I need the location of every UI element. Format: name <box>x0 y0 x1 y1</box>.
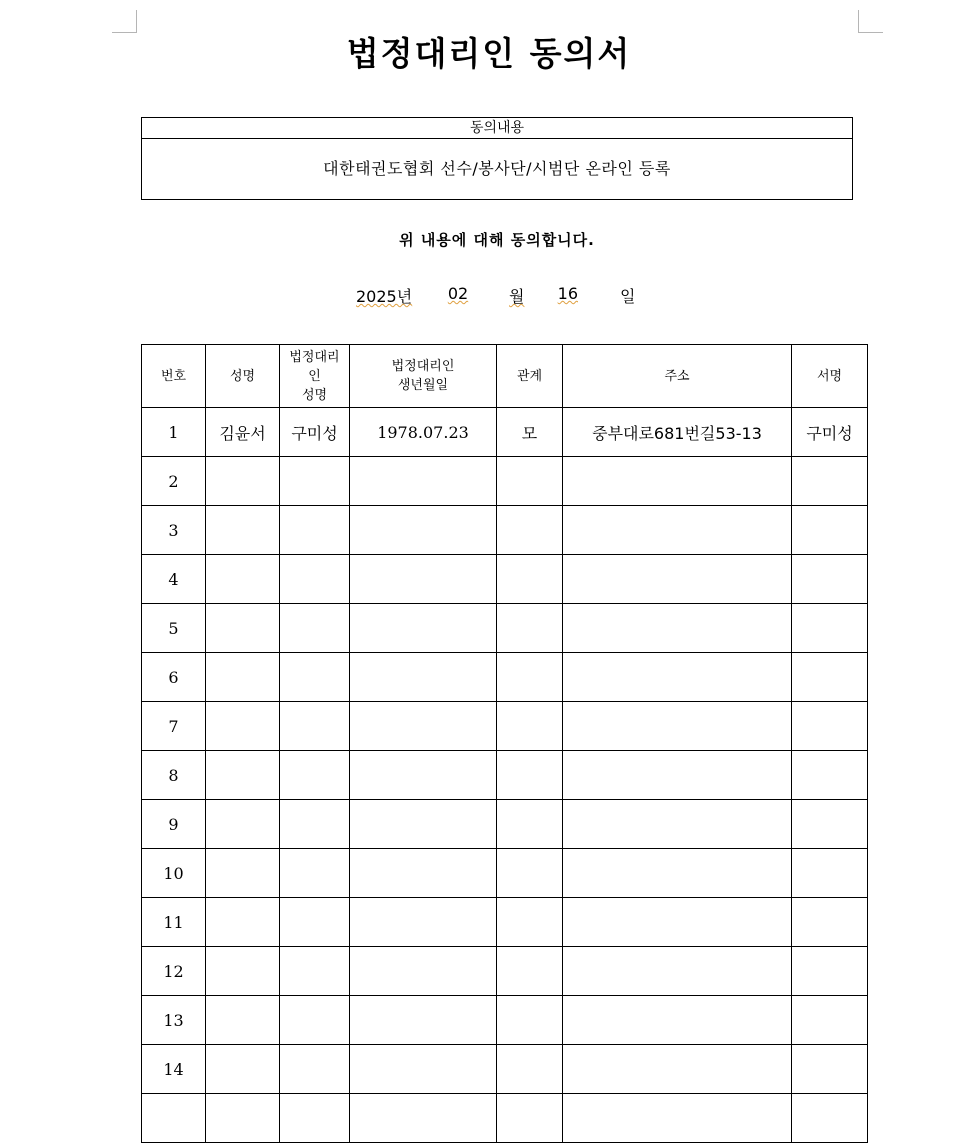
header-address: 주소 <box>563 345 792 408</box>
address-cell[interactable] <box>563 996 792 1045</box>
relation-cell[interactable] <box>497 604 563 653</box>
address-cell[interactable] <box>563 457 792 506</box>
date-day-label: 일 <box>620 287 636 306</box>
header-guardian-name-line3: 성명 <box>301 387 328 403</box>
row-number-cell: 9 <box>142 800 206 849</box>
consent-content-body[interactable]: 대한태권도협회 선수/봉사단/시범단 온라인 등록 <box>323 159 671 178</box>
signature-cell[interactable] <box>792 849 868 898</box>
guardian-birthdate-cell[interactable] <box>350 996 497 1045</box>
table-row <box>142 800 868 849</box>
date-year[interactable]: 2025년 <box>356 287 413 306</box>
row-number-cell: 10 <box>142 849 206 898</box>
signature-cell[interactable] <box>792 555 868 604</box>
table-row <box>142 751 868 800</box>
relation-cell[interactable]: 모 <box>497 408 563 457</box>
guardian-name-cell[interactable] <box>280 1094 350 1143</box>
guardian-name-cell[interactable] <box>280 555 350 604</box>
guardian-name-cell[interactable] <box>280 898 350 947</box>
relation-cell[interactable] <box>497 751 563 800</box>
header-guardian-birth-line1: 법정대리인 <box>391 359 455 374</box>
row-number-cell: 2 <box>142 457 206 506</box>
guardian-name-cell[interactable] <box>280 457 350 506</box>
address-cell[interactable] <box>563 604 792 653</box>
table-row <box>142 849 868 898</box>
row-number-cell: 1 <box>142 408 206 457</box>
registration-table <box>141 344 868 1143</box>
row-number-cell: 14 <box>142 1045 206 1094</box>
relation-cell[interactable] <box>497 1094 563 1143</box>
guardian-birthdate-cell[interactable] <box>350 1045 497 1094</box>
table-row <box>142 1094 868 1143</box>
signature-cell[interactable] <box>792 751 868 800</box>
header-number: 번호 <box>142 345 206 408</box>
signature-cell[interactable] <box>792 653 868 702</box>
signature-cell[interactable] <box>792 996 868 1045</box>
row-number-cell: 6 <box>142 653 206 702</box>
guardian-birthdate-cell[interactable] <box>350 800 497 849</box>
relation-cell[interactable] <box>497 555 563 604</box>
header-guardian-name <box>280 345 350 408</box>
address-cell[interactable] <box>563 947 792 996</box>
participant-name-cell[interactable] <box>206 947 280 996</box>
date-month-label: 월 <box>509 287 525 306</box>
relation-cell[interactable] <box>497 947 563 996</box>
guardian-name-cell[interactable] <box>280 996 350 1045</box>
signature-cell[interactable] <box>792 702 868 751</box>
guardian-birthdate-cell[interactable] <box>350 1094 497 1143</box>
address-cell[interactable] <box>563 849 792 898</box>
header-name: 성명 <box>206 345 280 408</box>
table-row <box>142 653 868 702</box>
signature-cell[interactable]: 구미성 <box>792 408 868 457</box>
date-day-value[interactable]: 16 <box>557 284 578 303</box>
signature-cell[interactable] <box>792 506 868 555</box>
consent-content-header: 동의내용 <box>142 118 852 139</box>
relation-cell[interactable] <box>497 898 563 947</box>
guardian-name-cell[interactable] <box>280 702 350 751</box>
table-row <box>142 506 868 555</box>
table-row <box>142 702 868 751</box>
guardian-name-cell[interactable] <box>280 849 350 898</box>
relation-cell[interactable] <box>497 702 563 751</box>
relation-cell[interactable] <box>497 849 563 898</box>
signature-cell[interactable] <box>792 1094 868 1143</box>
guardian-name-cell[interactable] <box>280 506 350 555</box>
relation-cell[interactable] <box>497 506 563 555</box>
guardian-birthdate-cell[interactable] <box>350 653 497 702</box>
guardian-name-cell[interactable] <box>280 1045 350 1094</box>
guardian-name-cell[interactable] <box>280 800 350 849</box>
agreement-statement: 위 내용에 대해 동의합니다. <box>399 231 595 249</box>
table-row <box>142 555 868 604</box>
address-cell[interactable] <box>563 1045 792 1094</box>
signature-cell[interactable] <box>792 947 868 996</box>
address-cell[interactable] <box>563 653 792 702</box>
address-cell[interactable] <box>563 898 792 947</box>
guardian-birthdate-cell[interactable] <box>350 751 497 800</box>
row-number-cell: 13 <box>142 996 206 1045</box>
participant-name-cell[interactable] <box>206 849 280 898</box>
address-cell[interactable] <box>563 506 792 555</box>
row-number-cell: 3 <box>142 506 206 555</box>
address-cell[interactable] <box>563 800 792 849</box>
participant-name-cell[interactable] <box>206 702 280 751</box>
participant-name-cell[interactable] <box>206 653 280 702</box>
table-row <box>142 898 868 947</box>
row-number-cell: 4 <box>142 555 206 604</box>
table-body <box>142 408 868 1143</box>
guardian-name-cell[interactable] <box>280 947 350 996</box>
table-header-row <box>142 345 868 408</box>
table-row <box>142 457 868 506</box>
table-row <box>142 604 868 653</box>
signature-cell[interactable] <box>792 457 868 506</box>
row-number-cell: 7 <box>142 702 206 751</box>
address-cell[interactable] <box>563 702 792 751</box>
guardian-name-cell[interactable] <box>280 604 350 653</box>
address-cell[interactable] <box>563 751 792 800</box>
consent-content-box <box>141 117 853 200</box>
signature-cell[interactable] <box>792 604 868 653</box>
relation-cell[interactable] <box>497 457 563 506</box>
guardian-birthdate-cell[interactable] <box>350 604 497 653</box>
participant-name-cell[interactable] <box>206 800 280 849</box>
table-row <box>142 1045 868 1094</box>
address-cell[interactable] <box>563 1094 792 1143</box>
row-number-cell: 5 <box>142 604 206 653</box>
guardian-birthdate-cell[interactable] <box>350 702 497 751</box>
guardian-birthdate-cell[interactable] <box>350 947 497 996</box>
participant-name-cell[interactable] <box>206 555 280 604</box>
guardian-birthdate-cell[interactable] <box>350 849 497 898</box>
signature-cell[interactable] <box>792 800 868 849</box>
guardian-birthdate-cell[interactable] <box>350 898 497 947</box>
header-guardian-name-line2: 인 <box>308 368 321 384</box>
guardian-name-cell[interactable] <box>280 653 350 702</box>
table-row <box>142 996 868 1045</box>
row-number-cell: 12 <box>142 947 206 996</box>
guardian-name-cell[interactable] <box>280 751 350 800</box>
participant-name-cell[interactable] <box>206 996 280 1045</box>
header-guardian-name-line1: 법정대리 <box>289 349 340 365</box>
relation-cell[interactable] <box>497 653 563 702</box>
participant-name-cell[interactable] <box>206 604 280 653</box>
relation-cell[interactable] <box>497 996 563 1045</box>
participant-name-cell[interactable] <box>206 457 280 506</box>
participant-name-cell[interactable] <box>206 506 280 555</box>
address-cell[interactable] <box>563 555 792 604</box>
guardian-name-cell[interactable]: 구미성 <box>280 408 350 457</box>
header-guardian-birth-line2: 생년월일 <box>397 378 449 393</box>
row-number-cell: 8 <box>142 751 206 800</box>
header-guardian-birth <box>350 345 497 408</box>
relation-cell[interactable] <box>497 800 563 849</box>
header-relation: 관계 <box>497 345 563 408</box>
date-month-value[interactable]: 02 <box>447 284 469 303</box>
guardian-birthdate-cell[interactable]: 1978.07.23 <box>350 408 497 457</box>
address-cell[interactable]: 중부대로681번길53-13 <box>563 408 792 457</box>
participant-name-cell[interactable]: 김윤서 <box>206 408 280 457</box>
participant-name-cell[interactable] <box>206 1094 280 1143</box>
relation-cell[interactable] <box>497 1045 563 1094</box>
guardian-birthdate-cell[interactable] <box>350 506 497 555</box>
table-row <box>142 408 868 457</box>
row-number-cell: 11 <box>142 898 206 947</box>
guardian-birthdate-cell[interactable] <box>350 555 497 604</box>
header-signature: 서명 <box>792 345 868 408</box>
participant-name-cell[interactable] <box>206 751 280 800</box>
row-number-cell <box>142 1094 206 1143</box>
document-title: 법정대리인 동의서 <box>346 34 632 73</box>
signature-cell[interactable] <box>792 898 868 947</box>
table-row <box>142 947 868 996</box>
participant-name-cell[interactable] <box>206 898 280 947</box>
participant-name-cell[interactable] <box>206 1045 280 1094</box>
signature-cell[interactable] <box>792 1045 868 1094</box>
guardian-birthdate-cell[interactable] <box>350 457 497 506</box>
